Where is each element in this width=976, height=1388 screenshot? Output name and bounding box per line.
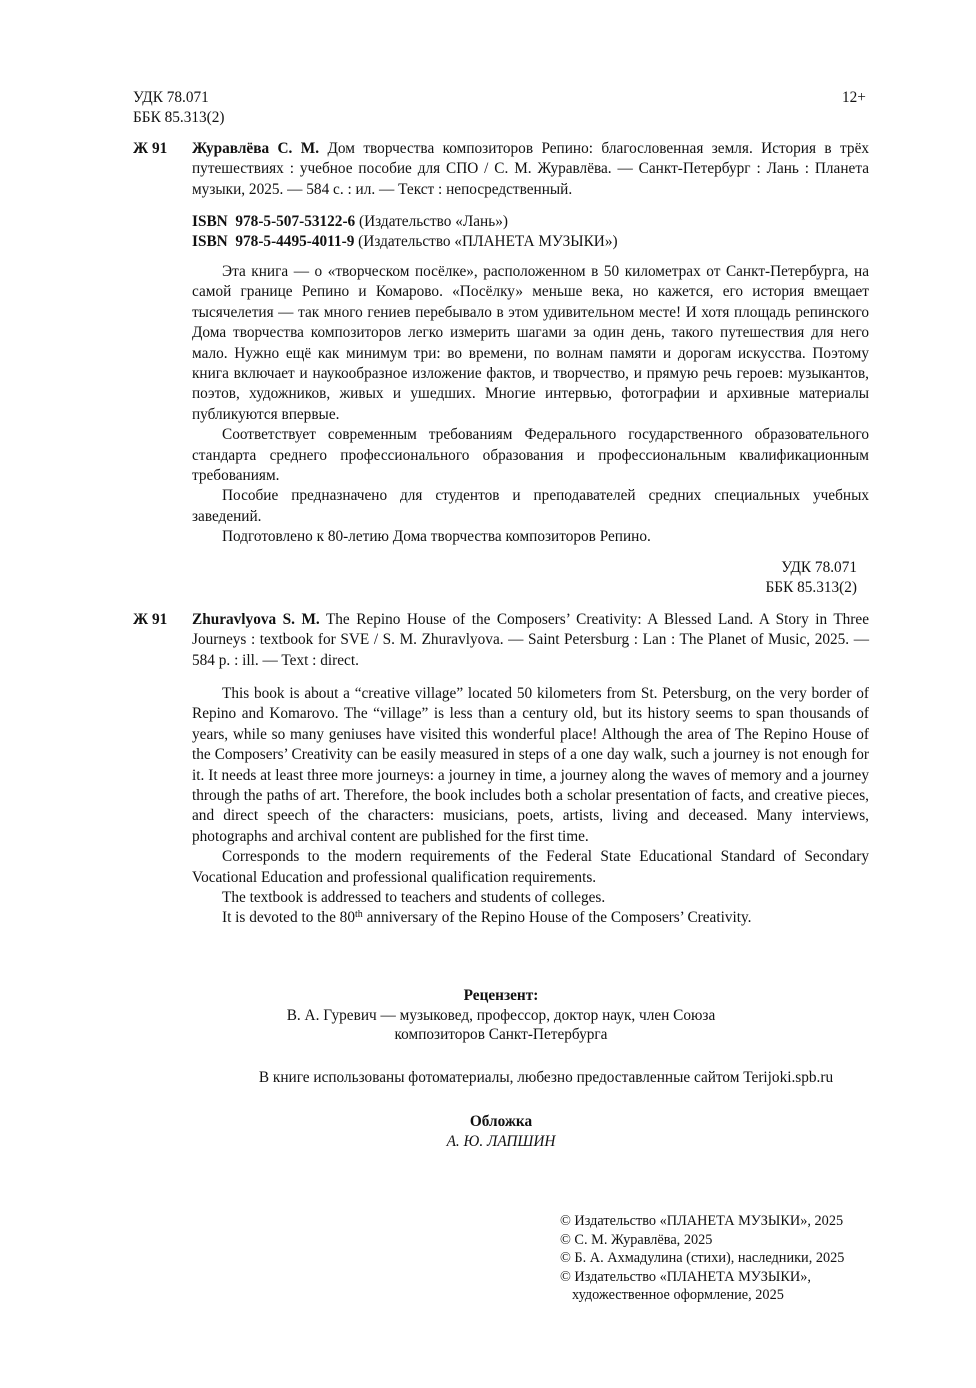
copyright-line: © Издательство «ПЛАНЕТА МУЗЫКИ», bbox=[560, 1268, 811, 1285]
en-entry-text bbox=[192, 610, 869, 671]
en-entry-description: The Repino House of the Composers’ Creativity: A Blessed Land. A Story in Three Journeys : textbook for SVE / S. M. Zhuravlyova. — Saint Petersburg : Lan : The Planet of Music, 2025. — 584 p. : ill. — Text : direct. bbox=[192, 611, 869, 669]
en-bibliographic-entry bbox=[133, 610, 869, 671]
isbn-publisher: (Издательство «Лань») bbox=[359, 213, 508, 230]
en-author: Zhuravlyova S. M. bbox=[192, 611, 320, 628]
ru-annotation-paragraph: Соответствует современным требованиям Федерального государственного образовательного стандарта среднего профессионального образования и профессиональным квалификационным требованиям. bbox=[192, 426, 869, 485]
udk-bbk-right bbox=[199, 558, 857, 599]
isbn-publisher: (Издательство «ПЛАНЕТА МУЗЫКИ») bbox=[358, 233, 618, 251]
bbk-code: ББК 85.313(2) bbox=[133, 109, 225, 127]
ru-annotation-paragraph: Подготовлено к 80-летию Дома творчества композиторов Репино. bbox=[222, 528, 651, 546]
copyright-line: художественное оформление, 2025 bbox=[572, 1287, 784, 1303]
copyright-line: © Издательство «ПЛАНЕТА МУЗЫКИ», 2025 bbox=[560, 1213, 844, 1229]
isbn-label: ISBN bbox=[192, 213, 228, 230]
reviewer-block bbox=[133, 986, 869, 1045]
copyright-line: © С. М. Журавлёва, 2025 bbox=[560, 1231, 713, 1248]
age-rating: 12+ bbox=[842, 89, 866, 106]
anniversary-text: It is devoted to the 80 bbox=[222, 909, 355, 927]
ru-entry-description: Дом творчества композиторов Репино: благословенная земля. История в трёх путешествиях : учебное пособие для СПО / С. М. Журавлёва. — Санкт-Петербург : Лань : Планета музыки, 2025. — 584 с. : ил. — Текст : непосредственный. bbox=[192, 140, 870, 198]
photo-credit-note: В книге использованы фотоматериалы, любезно предоставленные сайтом Terijoki.spb.ru bbox=[258, 1069, 834, 1086]
isbn-label: ISBN bbox=[192, 233, 228, 251]
isbn-line bbox=[192, 212, 618, 232]
en-annotation bbox=[192, 684, 869, 929]
udk-code: УДК 78.071 bbox=[133, 89, 209, 106]
reviewer-line: В. А. Гуревич — музыковед, профессор, доктор наук, член Союза bbox=[286, 1006, 716, 1024]
cover-heading: Обложка bbox=[469, 1113, 533, 1130]
reviewer-heading: Рецензент: bbox=[463, 987, 539, 1004]
udk-code: УДК 78.071 bbox=[781, 559, 857, 576]
ordinal-suffix: th bbox=[354, 909, 363, 921]
en-annotation-paragraph bbox=[192, 908, 869, 928]
ru-bibliographic-entry bbox=[133, 139, 869, 200]
en-annotation-paragraph: The textbook is addressed to teachers and students of colleges. bbox=[222, 889, 606, 907]
ru-annotation bbox=[192, 262, 869, 548]
cover-block bbox=[133, 1112, 869, 1151]
author-mark: Ж 91 bbox=[133, 611, 168, 628]
ru-annotation-paragraph: Эта книга — о «творческом посёлке», расположенном в 50 километрах от Санкт-Петербурга, на самой границе Репино и Комарово. «Посёлку» меньше века, но кажется, его история вмещает тысячелетия — так много гениев перебывало в этом удивительном месте! И хотя площадь репинского Дома творчества композиторов легко измерить шагами за один день, такого путешествия для него мало. Нужно ещё как минимум три: во времени, по волнам памяти и дорогам искусства. Поэтому книга включает и наукообразное изложение фактов, и творчество, и прямую речь героев: музыкантов, поэтов, художников, живых и ушедших. Многие интервью, фотографии и архивные материалы публикуются впервые. bbox=[192, 263, 869, 423]
en-annotation-paragraph: This book is about a “creative village” located 50 kilometers from St. Petersburg, on the very border of Repino and Komarovo. The “village” is less than a century old, but its history seems to span thousands of years, while so many geniuses have visited this wonderful place! Although the area of The Repino House of the Composers’ Creativity can be easily measured in steps of a one day walk, such a journey is not enough for it. It needs at least three more journeys: a journey in time, a journey along the waves of memory and a journey through the paths of art. Therefore, the book includes both a scholar presentation of facts, and creative pieces, and direct speech of the characters: musicians, poets, artists, living and deceased. Many interviews, photographs and archival content are published for the first time. bbox=[192, 685, 869, 845]
anniversary-text: anniversary of the Repino House of the Composers’ Creativity. bbox=[362, 909, 752, 927]
reviewer-line: композиторов Санкт-Петербурга bbox=[394, 1026, 608, 1043]
en-annotation-paragraph: Corresponds to the modern requirements of the Federal State Educational Standard of Secondary Vocational Education and professional qualification requirements. bbox=[192, 848, 869, 886]
isbn-block bbox=[192, 212, 618, 253]
isbn-number: 978-5-507-53122-6 bbox=[235, 213, 356, 230]
ru-annotation-paragraph: Пособие предназначено для студентов и преподавателей средних специальных учебных заведений. bbox=[192, 487, 869, 525]
cover-artist: А. Ю. ЛАПШИН bbox=[446, 1132, 556, 1150]
author-mark: Ж 91 bbox=[133, 140, 168, 157]
copyright-block bbox=[560, 1212, 844, 1305]
header-codes bbox=[133, 88, 225, 129]
ru-entry-text bbox=[192, 139, 869, 200]
copyright-line: © Б. А. Ахмадулина (стихи), наследники, 2025 bbox=[560, 1250, 845, 1266]
isbn-line bbox=[192, 232, 618, 252]
bbk-code: ББК 85.313(2) bbox=[765, 579, 857, 597]
ru-author: Журавлёва С. М. bbox=[192, 140, 320, 157]
isbn-number: 978-5-4495-4011-9 bbox=[235, 233, 355, 251]
